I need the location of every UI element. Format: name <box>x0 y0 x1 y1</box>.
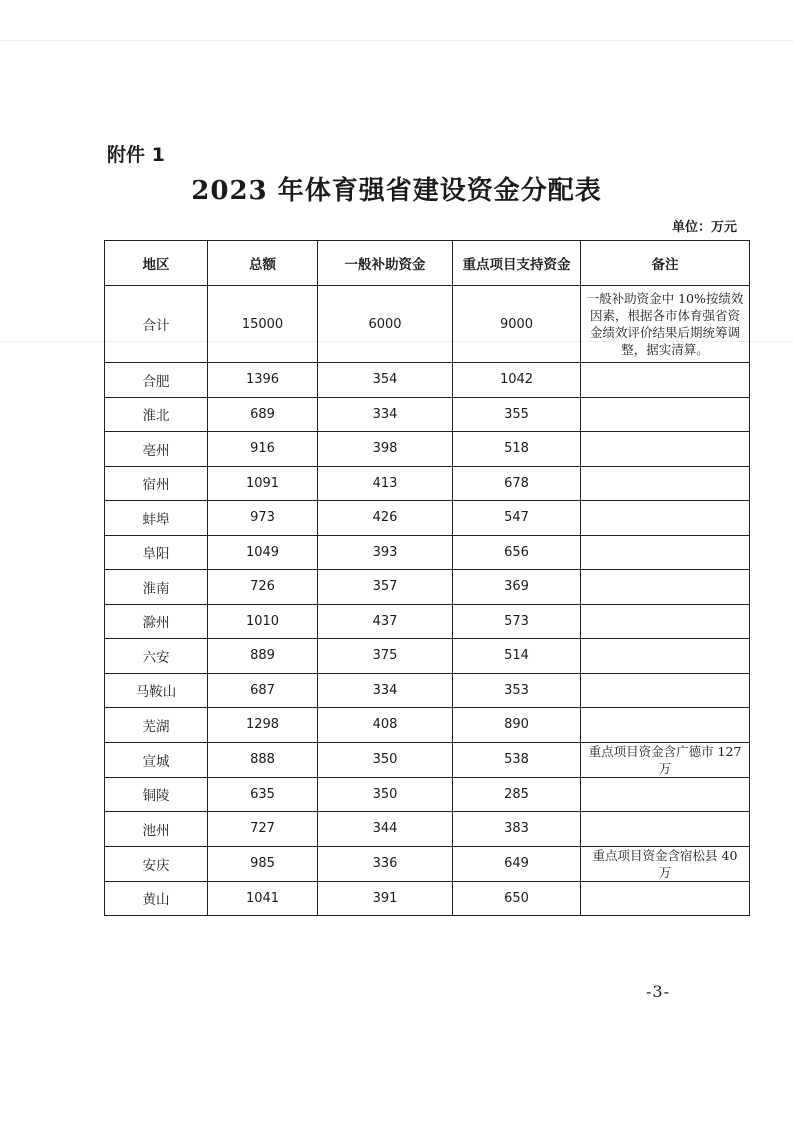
cell-general: 408 <box>318 708 453 743</box>
cell-general: 350 <box>318 742 453 777</box>
table-row <box>105 708 750 743</box>
total-key: 9000 <box>453 286 581 363</box>
cell-region: 黄山 <box>105 881 208 916</box>
cell-region: 马鞍山 <box>105 673 208 708</box>
cell-key: 678 <box>453 466 581 501</box>
cell-key: 538 <box>453 742 581 777</box>
table-row <box>105 812 750 847</box>
cell-total: 687 <box>208 673 318 708</box>
table-row <box>105 501 750 536</box>
cell-total: 1396 <box>208 363 318 398</box>
unit-label: 单位：万元 <box>671 220 737 235</box>
cell-note <box>581 570 750 605</box>
total-amount: 15000 <box>208 286 318 363</box>
cell-key: 890 <box>453 708 581 743</box>
table-row <box>105 604 750 639</box>
attachment-label: 附件 1 <box>107 144 165 166</box>
table-header-row <box>105 241 750 286</box>
document-title: 2023 年体育强省建设资金分配表 <box>191 176 602 206</box>
cell-total: 985 <box>208 846 318 881</box>
cell-region: 池州 <box>105 812 208 847</box>
cell-note <box>581 604 750 639</box>
cell-total: 888 <box>208 742 318 777</box>
cell-region: 铜陵 <box>105 777 208 812</box>
cell-key: 353 <box>453 673 581 708</box>
cell-note <box>581 363 750 398</box>
cell-key: 383 <box>453 812 581 847</box>
cell-key: 547 <box>453 501 581 536</box>
cell-total: 726 <box>208 570 318 605</box>
cell-general: 344 <box>318 812 453 847</box>
cell-key: 656 <box>453 535 581 570</box>
cell-key: 1042 <box>453 363 581 398</box>
cell-note <box>581 397 750 432</box>
cell-region: 合肥 <box>105 363 208 398</box>
table-row <box>105 397 750 432</box>
table-row <box>105 777 750 812</box>
cell-total: 1298 <box>208 708 318 743</box>
cell-note <box>581 466 750 501</box>
cell-region: 蚌埠 <box>105 501 208 536</box>
table-row <box>105 846 750 881</box>
cell-region: 安庆 <box>105 846 208 881</box>
cell-general: 336 <box>318 846 453 881</box>
cell-note <box>581 639 750 674</box>
cell-key: 650 <box>453 881 581 916</box>
cell-region: 阜阳 <box>105 535 208 570</box>
cell-general: 334 <box>318 397 453 432</box>
header-total: 总额 <box>208 241 318 286</box>
cell-general: 437 <box>318 604 453 639</box>
cell-note <box>581 812 750 847</box>
table-row <box>105 363 750 398</box>
cell-note <box>581 432 750 467</box>
total-general: 6000 <box>318 286 453 363</box>
table-row <box>105 742 750 777</box>
cell-key: 369 <box>453 570 581 605</box>
cell-general: 354 <box>318 363 453 398</box>
cell-general: 398 <box>318 432 453 467</box>
cell-region: 淮南 <box>105 570 208 605</box>
cell-note: 重点项目资金含广德市 127 万 <box>581 742 750 777</box>
table-row <box>105 570 750 605</box>
cell-key: 573 <box>453 604 581 639</box>
cell-region: 六安 <box>105 639 208 674</box>
table-row <box>105 673 750 708</box>
cell-region: 芜湖 <box>105 708 208 743</box>
cell-note <box>581 535 750 570</box>
table-row <box>105 466 750 501</box>
cell-total: 1091 <box>208 466 318 501</box>
total-row <box>105 286 750 363</box>
table-row <box>105 881 750 916</box>
cell-total: 1049 <box>208 535 318 570</box>
cell-general: 375 <box>318 639 453 674</box>
table-row <box>105 432 750 467</box>
cell-key: 285 <box>453 777 581 812</box>
page-number: -3- <box>646 982 670 1001</box>
cell-general: 393 <box>318 535 453 570</box>
cell-total: 916 <box>208 432 318 467</box>
scan-line-top <box>0 40 793 41</box>
cell-region: 宣城 <box>105 742 208 777</box>
cell-total: 727 <box>208 812 318 847</box>
table-row <box>105 639 750 674</box>
cell-general: 413 <box>318 466 453 501</box>
cell-key: 355 <box>453 397 581 432</box>
cell-note: 重点项目资金含宿松县 40 万 <box>581 846 750 881</box>
cell-total: 1010 <box>208 604 318 639</box>
cell-total: 635 <box>208 777 318 812</box>
cell-key: 518 <box>453 432 581 467</box>
cell-region: 亳州 <box>105 432 208 467</box>
total-region: 合计 <box>105 286 208 363</box>
cell-note <box>581 673 750 708</box>
cell-key: 514 <box>453 639 581 674</box>
allocation-table <box>104 240 750 916</box>
header-region: 地区 <box>105 241 208 286</box>
cell-note <box>581 881 750 916</box>
cell-region: 淮北 <box>105 397 208 432</box>
cell-total: 889 <box>208 639 318 674</box>
cell-total: 973 <box>208 501 318 536</box>
cell-general: 350 <box>318 777 453 812</box>
cell-general: 391 <box>318 881 453 916</box>
cell-general: 357 <box>318 570 453 605</box>
cell-note <box>581 777 750 812</box>
header-note: 备注 <box>581 241 750 286</box>
total-note: 一般补助资金中 10%按绩效因素，根据各市体育强省资金绩效评价结果后期统筹调整，据实清算。 <box>581 286 750 363</box>
header-key-project: 重点项目支持资金 <box>453 241 581 286</box>
cell-region: 宿州 <box>105 466 208 501</box>
cell-region: 滁州 <box>105 604 208 639</box>
cell-note <box>581 708 750 743</box>
header-general-subsidy: 一般补助资金 <box>318 241 453 286</box>
table-row <box>105 535 750 570</box>
cell-general: 426 <box>318 501 453 536</box>
cell-total: 1041 <box>208 881 318 916</box>
cell-total: 689 <box>208 397 318 432</box>
cell-note <box>581 501 750 536</box>
cell-key: 649 <box>453 846 581 881</box>
cell-general: 334 <box>318 673 453 708</box>
